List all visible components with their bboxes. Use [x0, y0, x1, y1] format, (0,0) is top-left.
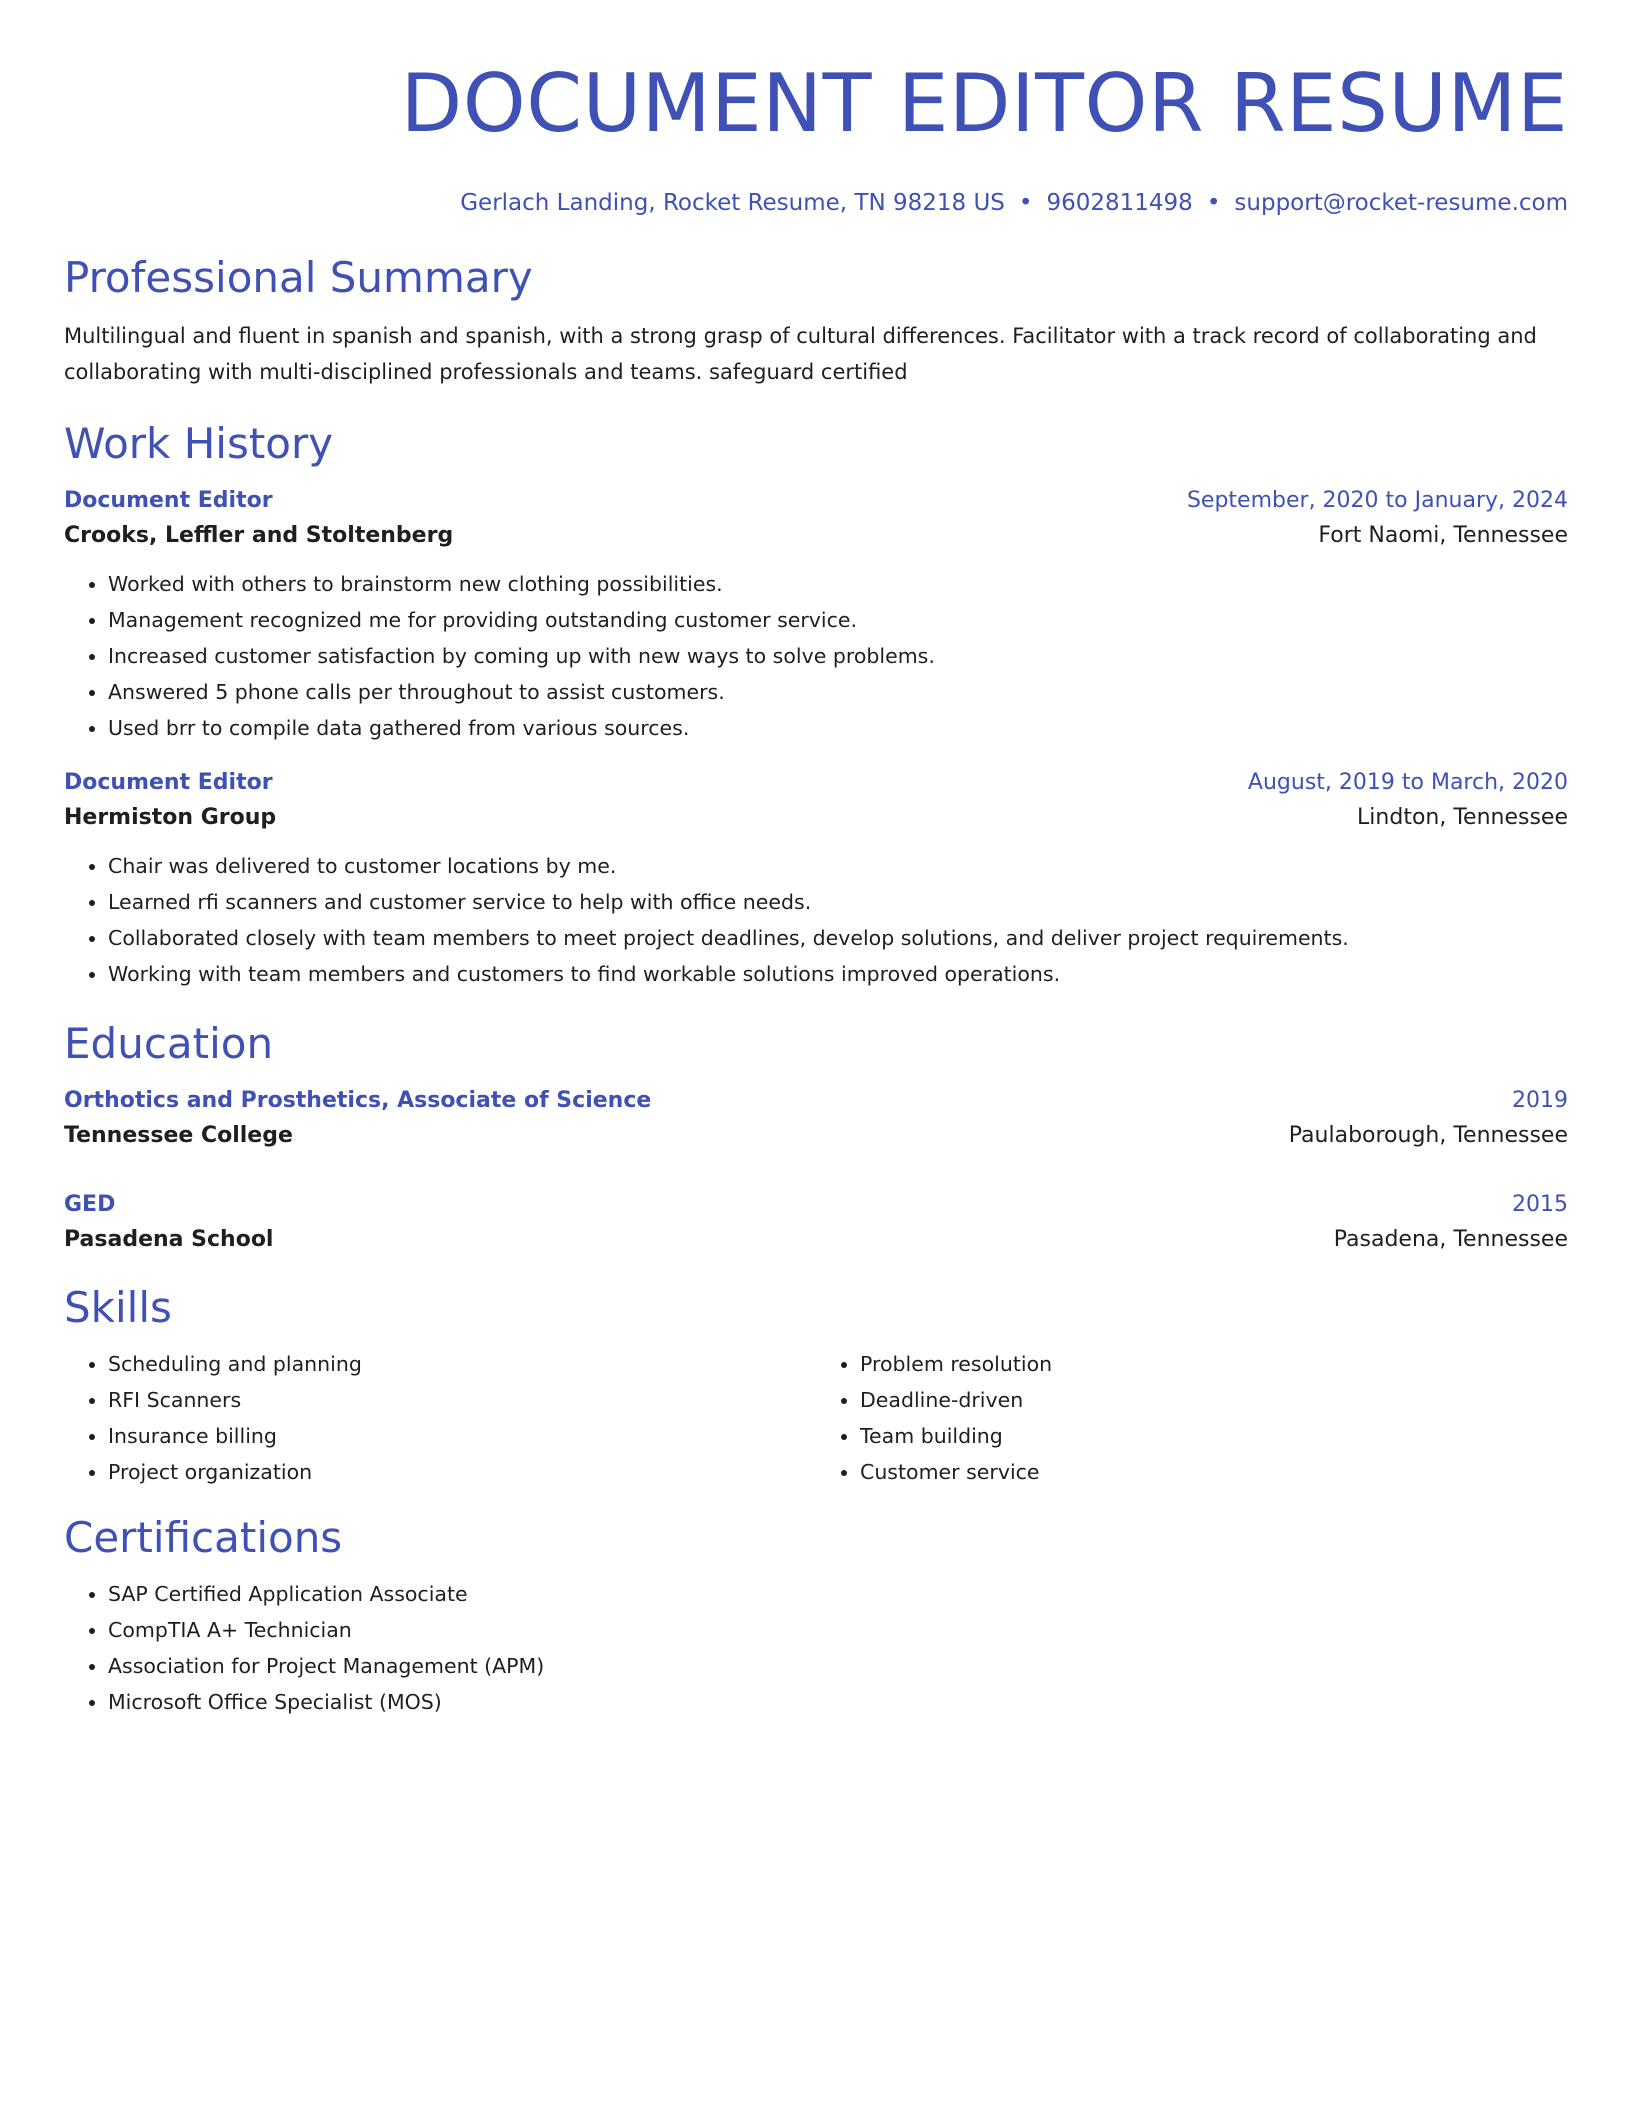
job-bullets [64, 566, 1568, 746]
list-item: • Microsoft Office Specialist (MOS) [108, 1684, 1568, 1720]
degree-name: Orthotics and Prosthetics, Associate of Science [64, 1088, 652, 1113]
list-item: • CompTIA A+ Technician [108, 1612, 1568, 1648]
job-location: Lindton, Tennessee [1357, 805, 1568, 830]
certifications-section [64, 1512, 1568, 1720]
education-section [64, 1018, 1568, 1256]
job-company: Hermiston Group [64, 805, 277, 830]
list-item: • Team building [860, 1418, 1568, 1454]
list-item: • Customer service [860, 1454, 1568, 1490]
job-role: Document Editor [64, 488, 273, 513]
job-company-row [64, 520, 1568, 552]
job-entry [64, 768, 1568, 992]
contact-separator: • [1018, 190, 1033, 216]
list-item: • Learned rfi scanners and customer service to help with office needs. [108, 884, 1568, 920]
list-item: • Answered 5 phone calls per throughout to assist customers. [108, 674, 1568, 710]
contact-line [64, 188, 1568, 218]
skills-list-left [64, 1346, 816, 1490]
list-item: • SAP Certified Application Associate [108, 1576, 1568, 1612]
skills-section [64, 1282, 1568, 1490]
list-item: • Working with team members and customers to find workable solutions improved operations. [108, 956, 1568, 992]
certifications-heading: Certifications [64, 1513, 343, 1562]
work-history-section [64, 418, 1568, 992]
job-company: Crooks, Leffler and Stoltenberg [64, 523, 454, 548]
list-item: • Association for Project Management (APM) [108, 1648, 1568, 1684]
education-entry [64, 1190, 1568, 1256]
list-item: • Worked with others to brainstorm new clothing possibilities. [108, 566, 1568, 602]
job-title-row [64, 486, 1568, 516]
school-location: Pasadena, Tennessee [1333, 1227, 1568, 1252]
job-company-row [64, 802, 1568, 834]
list-item: • Deadline-driven [860, 1382, 1568, 1418]
school-row [64, 1224, 1568, 1256]
summary-heading: Professional Summary [64, 253, 533, 302]
contact-phone: 9602811498 [1046, 190, 1193, 216]
education-entry [64, 1086, 1568, 1152]
job-dates: August, 2019 to March, 2020 [1247, 770, 1568, 795]
job-role: Document Editor [64, 770, 273, 795]
degree-row [64, 1190, 1568, 1220]
degree-row [64, 1086, 1568, 1116]
school-location: Paulaborough, Tennessee [1288, 1123, 1568, 1148]
list-item: • Increased customer satisfaction by coming up with new ways to solve problems. [108, 638, 1568, 674]
certifications-list [64, 1576, 1568, 1720]
job-bullets [64, 848, 1568, 992]
work-history-heading: Work History [64, 419, 334, 468]
skills-list-right [816, 1346, 1568, 1490]
list-item: • Scheduling and planning [108, 1346, 816, 1382]
list-item: • Problem resolution [860, 1346, 1568, 1382]
list-item: • RFI Scanners [108, 1382, 816, 1418]
summary-text: Multilingual and fluent in spanish and spanish, with a strong grasp of cultural differences. Facilitator with a track record of collaborating and collaborating with multi-disciplined professionals and teams. safeguard certified [64, 324, 1537, 384]
contact-address: Gerlach Landing, Rocket Resume, TN 98218 US [460, 190, 1005, 216]
list-item: • Management recognized me for providing outstanding customer service. [108, 602, 1568, 638]
summary-section [64, 252, 1568, 390]
school-row [64, 1120, 1568, 1152]
list-item: • Insurance billing [108, 1418, 816, 1454]
list-item: • Used brr to compile data gathered from various sources. [108, 710, 1568, 746]
contact-separator: • [1206, 190, 1221, 216]
job-location: Fort Naomi, Tennessee [1318, 523, 1568, 548]
school-name: Pasadena School [64, 1227, 274, 1252]
school-name: Tennessee College [64, 1123, 293, 1148]
list-item: • Collaborated closely with team members to meet project deadlines, develop solutions, and deliver project requirements. [108, 920, 1568, 956]
degree-year: 2019 [1512, 1088, 1568, 1113]
education-heading: Education [64, 1019, 274, 1068]
list-item: • Chair was delivered to customer locations by me. [108, 848, 1568, 884]
job-entry [64, 486, 1568, 746]
job-dates: September, 2020 to January, 2024 [1186, 488, 1568, 513]
degree-name: GED [64, 1192, 116, 1217]
skills-grid [64, 1346, 1568, 1490]
degree-year: 2015 [1512, 1192, 1568, 1217]
skills-heading: Skills [64, 1283, 172, 1332]
job-title-row [64, 768, 1568, 798]
resume-title: DOCUMENT EDITOR RESUME [400, 57, 1568, 150]
list-item: • Project organization [108, 1454, 816, 1490]
contact-email[interactable]: support@rocket-resume.com [1234, 190, 1568, 216]
